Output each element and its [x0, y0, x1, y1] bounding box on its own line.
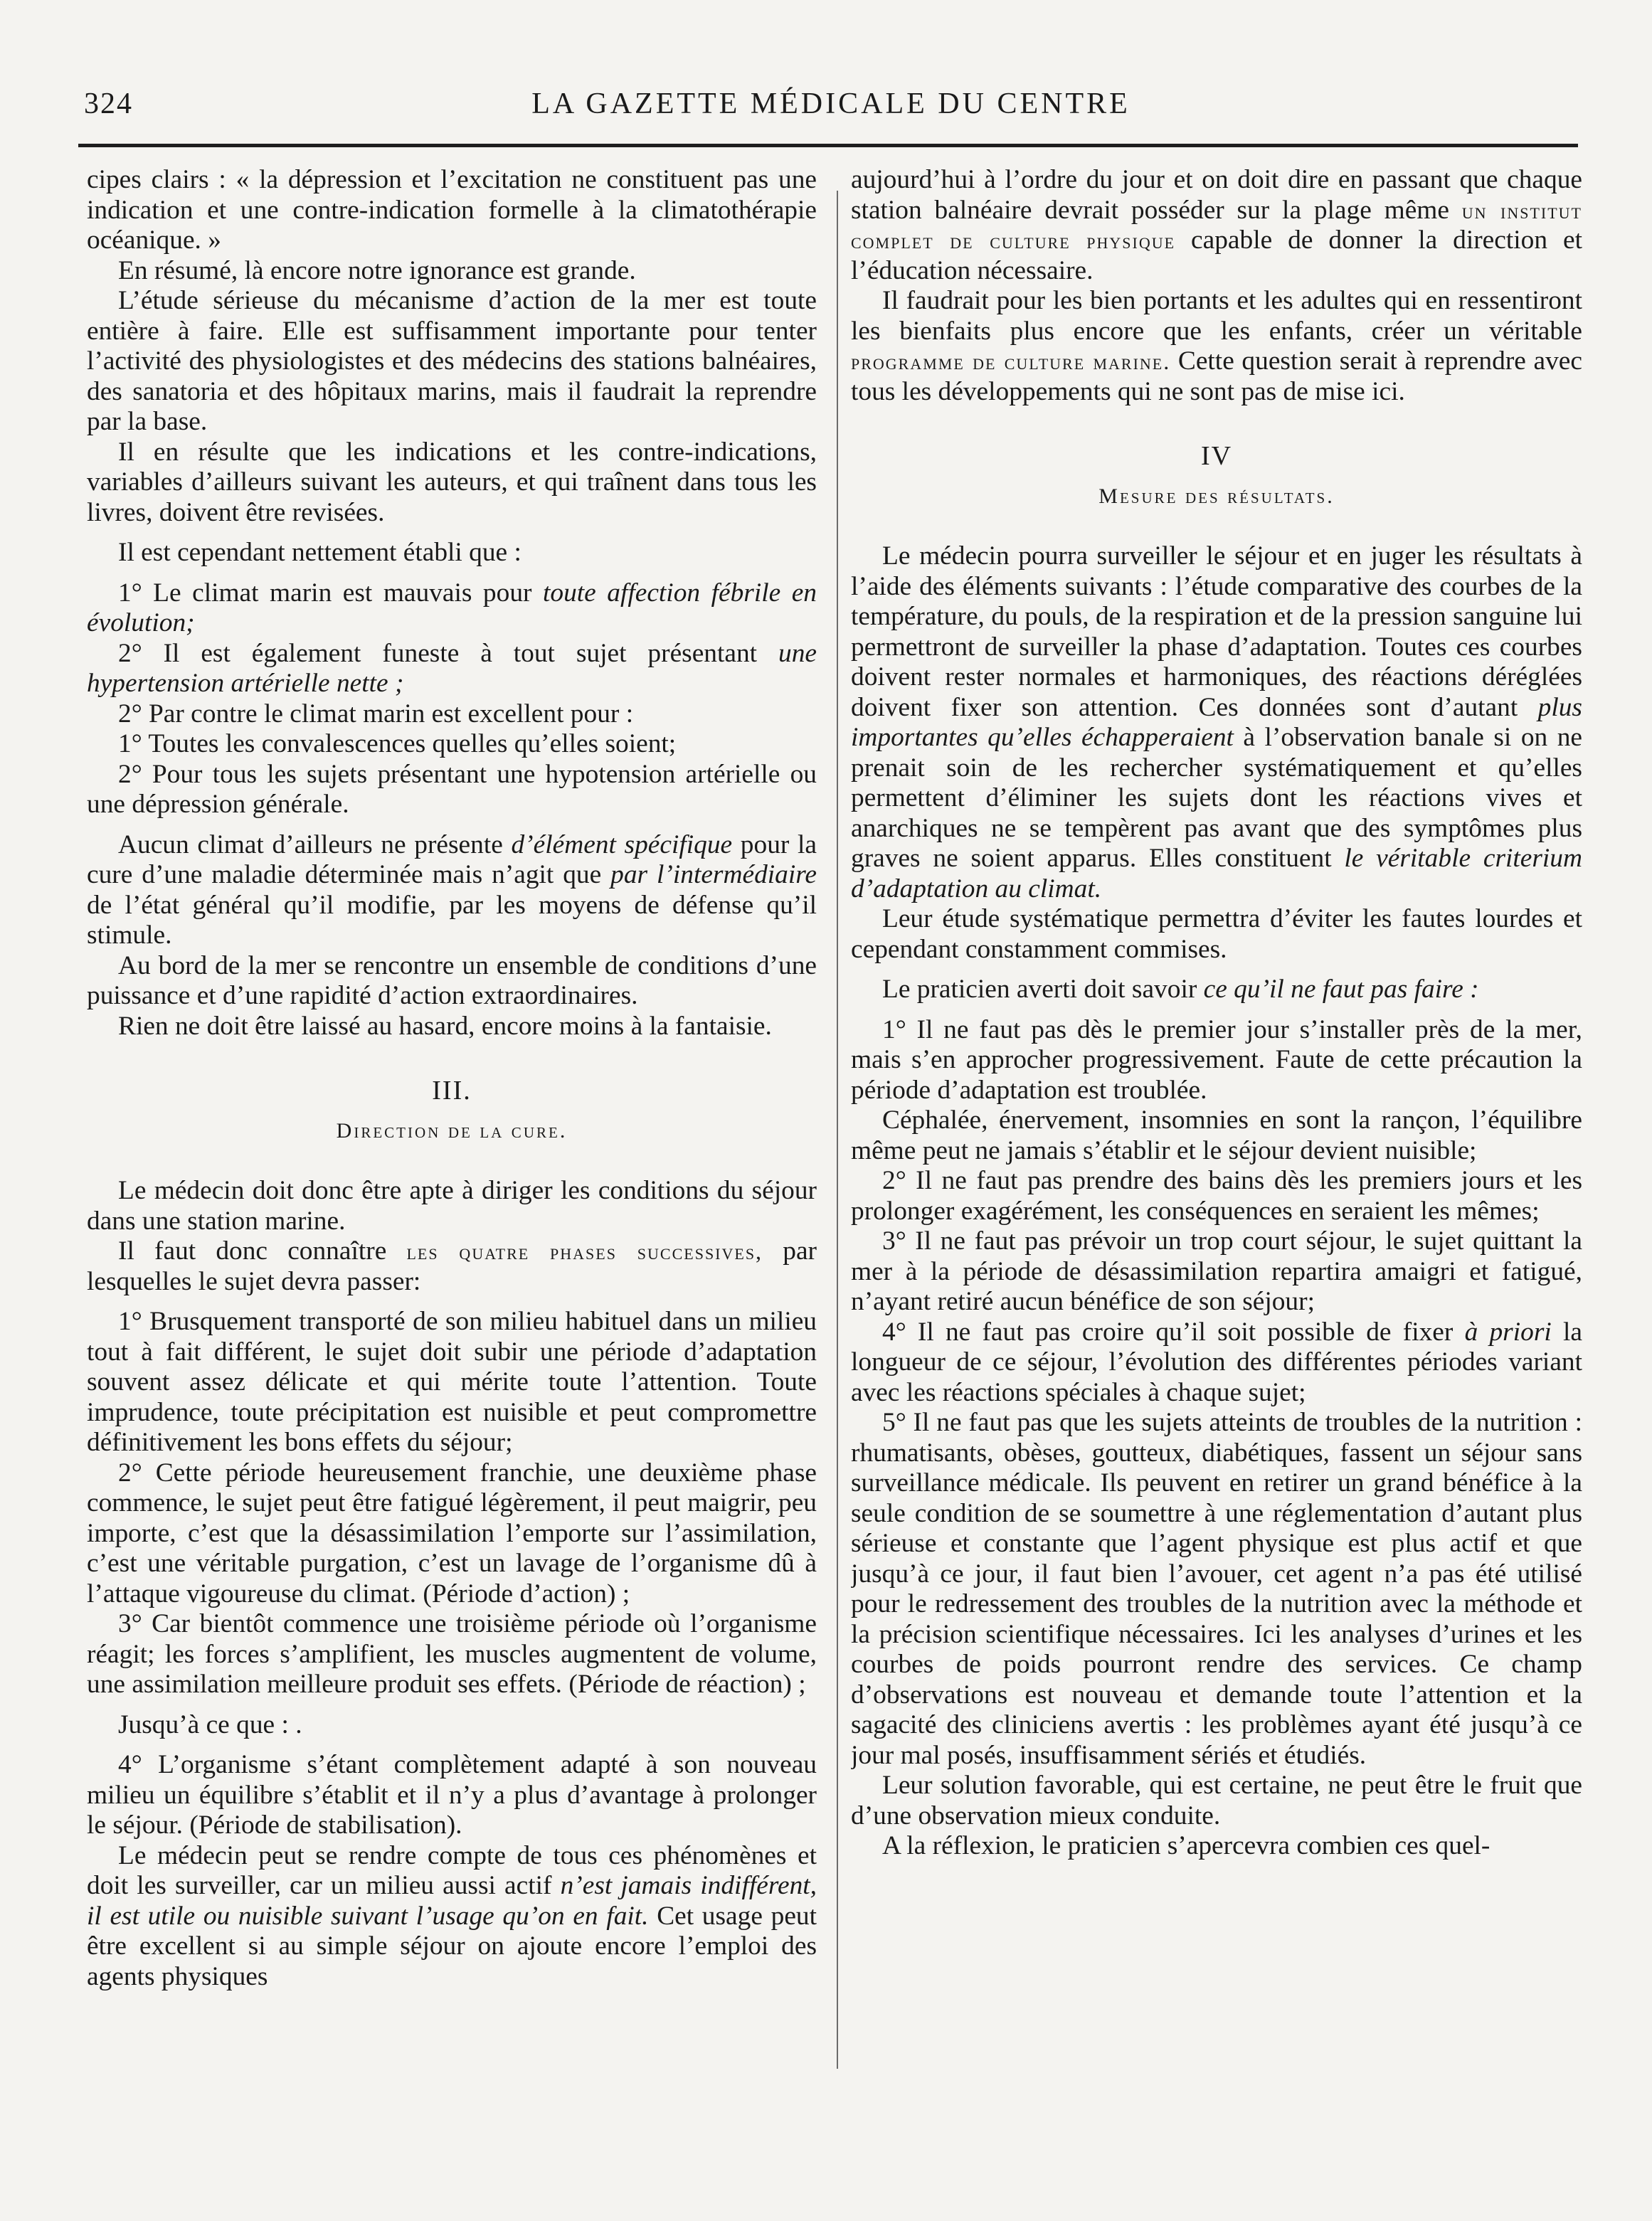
- section-numeral: IV: [1200, 441, 1233, 471]
- paragraph: Le médecin peut se rendre compte de tous ces phénomènes et doit les surveiller, car un milieu aussi actif n’est jamais indifférent, il est utile ou nuisible suivant l’usage qu’on en fait. Cet usage peut être excellent si au simple séjour on ajoute encore l’emploi des agents physiques: [87, 1840, 817, 1991]
- paragraph: Il est cependant nettement établi que :: [118, 538, 521, 567]
- paragraph: Jusqu’à ce que : .: [118, 1710, 302, 1739]
- paragraph: Aucun climat d’ailleurs ne présente d’élément spécifique pour la cure d’une maladie déterminée mais n’agit que par l’intermédiaire de l’état général qu’il modifie, par les moyens de défense qu’il stimule.: [87, 829, 817, 950]
- header-rule: [78, 144, 1578, 147]
- running-title: LA GAZETTE MÉDICALE DU CENTRE: [531, 88, 1131, 120]
- paragraph: 4° L’organisme s’étant complètement adapté à son nouveau milieu un équilibre s’établit et il n’y a plus d’avantage à prolonger le séjour. (Période de stabilisation).: [87, 1750, 817, 1840]
- paragraph: 2° Il est également funeste à tout sujet présentant une hypertension artérielle nette ;: [87, 638, 817, 698]
- paragraph: Il faudrait pour les bien portants et les adultes qui en ressentiront les bienfaits plus encore que les enfants, créer un véritable programme de culture marine. Cette question serait à reprendre avec tous les développements qui ne sont pas de mise ici.: [851, 286, 1582, 406]
- paragraph: Le praticien averti doit savoir ce qu’il ne faut pas faire :: [882, 975, 1479, 1004]
- paragraph: Leur étude systématique permettra d’éviter les fautes lourdes et cependant constamment commises.: [851, 904, 1582, 964]
- paragraph: Le médecin doit donc être apte à diriger les conditions du séjour dans une station marine.: [87, 1176, 817, 1236]
- paragraph: 2° Cette période heureusement franchie, une deuxième phase commence, le sujet peut être fatigué légèrement, il peut maigrir, peu importe, c’est que la désassimilation l’emporte sur l’assimilation, c’est une véritable purgation, c’est un lavage de l’organisme dû à l’attaque vigoureuse du climat. (Période d’action) ;: [87, 1458, 817, 1608]
- paragraph: 3° Il ne faut pas prévoir un trop court séjour, le sujet quittant la mer à la période de désassimilation repartira amaigri et fatigué, n’ayant retiré aucun bénéfice de son séjour;: [851, 1226, 1582, 1316]
- section-title: Mesure des résultats.: [1098, 484, 1335, 508]
- paragraph: 1° Il ne faut pas dès le premier jour s’installer près de la mer, mais s’en approcher progressivement. Faute de cette précaution la période d’adaptation est troublée.: [851, 1014, 1582, 1105]
- paragraph: 1° Toutes les convalescences quelles qu’elles soient;: [118, 729, 677, 758]
- paragraph: Le médecin pourra surveiller le séjour et en juger les résultats à l’aide des éléments suivants : l’étude comparative des courbes de la température, du pouls, de la respiration et de la pression sanguine lui permettront de surveiller la phase d’adaptation. Toutes ces courbes doivent rester normales et harmoniques, des réactions déréglées doivent fixer son attention. Ces données sont d’autant plus importantes qu’elles échapperaient à l’observation banale si on ne prenait soin de les rechercher systématiquement et qu’elles permettent d’éliminer les sujets dont les réactions vives et anarchiques ne se tempèrent pas avant que des symptômes plus graves ne soient apparus. Elles constituent le véritable criterium d’adaptation au climat.: [851, 541, 1582, 903]
- paragraph: 2° Il ne faut pas prendre des bains dès les premiers jours et les prolonger exagérément, les conséquences en seraient les mêmes;: [851, 1166, 1582, 1226]
- section-numeral: III.: [432, 1076, 472, 1106]
- paragraph: 2° Pour tous les sujets présentant une hypotension artérielle ou une dépression générale.: [87, 759, 817, 819]
- paragraph: 4° Il ne faut pas croire qu’il soit possible de fixer à priori la longueur de ce séjour, l’évolution des différentes périodes variant avec les réactions spéciales à chaque sujet;: [851, 1317, 1582, 1407]
- paragraph: Céphalée, énervement, insomnies en sont la rançon, l’équilibre même peut ne jamais s’établir et le séjour devient nuisible;: [851, 1106, 1582, 1165]
- paragraph: Il faut donc connaître les quatre phases successives, par lesquelles le sujet devra passer:: [87, 1236, 817, 1296]
- paragraph: Leur solution favorable, qui est certaine, ne peut être le fruit que d’une observation mieux conduite.: [851, 1771, 1582, 1830]
- paragraph: 3° Car bientôt commence une troisième période où l’organisme réagit; les forces s’amplifient, les muscles augmentent de volume, une assimilation meilleure produit ses effets. (Période de réaction) ;: [87, 1609, 817, 1699]
- paragraph: aujourd’hui à l’ordre du jour et on doit dire en passant que chaque station balnéaire devrait posséder sur la plage même un institut complet de culture physique capable de donner la direction et l’éducation nécessaire.: [851, 165, 1582, 285]
- column-divider: [837, 191, 838, 2069]
- page-number: 324: [84, 88, 133, 120]
- paragraph: 2° Par contre le climat marin est excellent pour :: [118, 699, 634, 728]
- page-header: [84, 80, 1578, 129]
- section-title: Direction de la cure.: [336, 1118, 568, 1143]
- right-column: [851, 165, 1582, 2143]
- paragraph: En résumé, là encore notre ignorance est grande.: [118, 255, 636, 285]
- left-column: [87, 165, 817, 2143]
- paragraph: Il en résulte que les indications et les contre-indications, variables d’ailleurs suivant les auteurs, et qui traînent dans tous les livres, doivent être revisées.: [87, 437, 817, 527]
- paragraph: Au bord de la mer se rencontre un ensemble de conditions d’une puissance et d’une rapidité d’action extraordinaires.: [87, 950, 817, 1010]
- paragraph: 5° Il ne faut pas que les sujets atteints de troubles de la nutrition : rhumatisants, obèses, goutteux, diabétiques, fassent un séjour sans surveillance médicale. Ils peuvent en retirer un grand bénéfice à la seule condition de se soumettre à une réglementation d’autant plus sérieuse et constante que l’agent physique est plus actif et que jusqu’à ce jour, il faut bien l’avouer, cet agent n’a pas été utilisé pour le redressement des troubles de la nutrition avec la méthode et la précision scientifique nécessaires. Ici les analyses d’urines et les courbes de poids pourront rendre des services. Ce champ d’observations est nouveau et demande toute l’attention et la sagacité des cliniciens avertis : les problèmes ayant été jusqu’à ce jour mal posés, insuffisamment sériés et étudiés.: [851, 1408, 1582, 1770]
- paragraph: L’étude sérieuse du mécanisme d’action de la mer est toute entière à faire. Elle est suffisamment importante pour tenter l’activité des physiologistes et des médecins des stations balnéaires, des sanatoria et des hôpitaux marins, mais il faudrait la reprendre par la base.: [87, 286, 817, 436]
- paragraph: A la réflexion, le praticien s’apercevra combien ces quel-: [882, 1831, 1490, 1860]
- paragraph: Rien ne doit être laissé au hasard, encore moins à la fantaisie.: [118, 1011, 772, 1041]
- paragraph: 1° Brusquement transporté de son milieu habituel dans un milieu tout à fait différent, le sujet doit subir une période d’adaptation souvent assez délicate et qui mérite toute l’attention. Toute imprudence, toute précipitation est nuisible et peut compromettre définitivement les bons effets du séjour;: [87, 1307, 817, 1457]
- paragraph: 1° Le climat marin est mauvais pour toute affection fébrile en évolution;: [87, 578, 817, 637]
- paragraph: cipes clairs : « la dépression et l’excitation ne constituent pas une indication et une contre-indication formelle à la climatothérapie océanique. »: [87, 165, 817, 255]
